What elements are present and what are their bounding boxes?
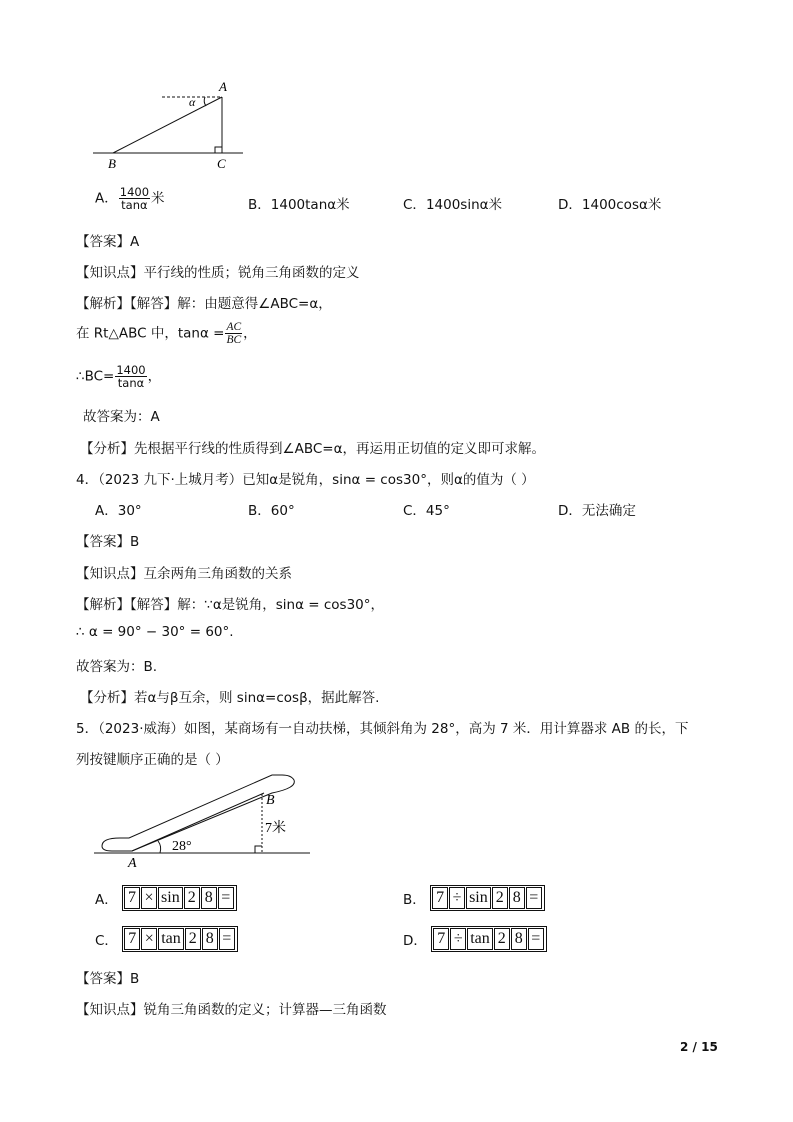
q3-option-a: A． $\frac{1400}{\tan\alpha}$ 米	[95, 185, 165, 212]
label-B: B	[108, 156, 116, 171]
q3-analysis-line3: ∴BC= $\frac{1400}{\tan\alpha}$ ，	[76, 363, 162, 390]
q5-option-d: D． 7 ÷ tan 2 8 =	[403, 926, 547, 952]
figure-escalator	[92, 772, 314, 870]
q4-fenxi: 【分析】若α与β互余，则 sinα=cosβ，据此解答.	[80, 690, 380, 706]
label-C: C	[217, 156, 226, 171]
q4-knowledge-point: 【知识点】互余两角三角函数的关系	[76, 566, 292, 582]
q3-conclusion: 故答案为：A	[83, 409, 160, 425]
label-A: A	[128, 856, 137, 870]
label-A: A	[219, 79, 227, 94]
q3-option-c: C．1400sinα米	[403, 197, 503, 213]
q5-answer: 【答案】B	[76, 971, 140, 987]
q4-analysis-line1: 【解析】【解答】解：∵α是锐角，sinα = cos30°，	[76, 597, 385, 613]
q4-option-d: D．无法确定	[558, 503, 636, 519]
q3-analysis-line2: 在 Rt△ABC 中，tanα = $\frac{AC}{BC}$ ，	[76, 321, 257, 346]
q5-stem-line1: 5．（2023·威海）如图，某商场有一自动扶梯，其倾斜角为 28°，高为 7 米．用计算器求 AB 的长，下	[76, 721, 689, 737]
q3-analysis-line1: 【解析】【解答】解：由题意得∠ABC=α，	[76, 296, 332, 312]
q4-option-c: C．45°	[403, 503, 450, 519]
q4-answer: 【答案】B	[76, 534, 140, 550]
q3-knowledge-point: 【知识点】平行线的性质；锐角三角函数的定义	[76, 265, 360, 281]
label-angle: 28°	[172, 839, 192, 854]
key-sequence: 7 ÷ sin 2 8 =	[430, 885, 545, 911]
q5-option-a: A． 7 × sin 2 8 =	[95, 885, 237, 911]
q4-stem: 4．（2023 九下·上城月考）已知α是锐角，sinα = cos30°，则α的值为（ ）	[76, 472, 535, 488]
q3-option-d: D．1400cosα米	[558, 197, 662, 213]
q3-answer: 【答案】A	[76, 234, 140, 250]
key-sequence: 7 × sin 2 8 =	[122, 885, 237, 911]
figure-right-triangle	[85, 78, 255, 176]
q4-option-b: B．60°	[248, 503, 295, 519]
page-number: 2 / 15	[680, 1040, 718, 1054]
q5-option-b: B． 7 ÷ sin 2 8 =	[403, 885, 545, 911]
q4-analysis-line2: ∴ α = 90° − 30° = 60°.	[76, 624, 234, 640]
key-sequence: 7 ÷ tan 2 8 =	[431, 926, 547, 952]
label-B: B	[266, 793, 275, 808]
q4-conclusion: 故答案为：B.	[76, 659, 158, 675]
q3-option-b: B．1400tanα米	[248, 197, 350, 213]
q5-option-c: C． 7 × tan 2 8 =	[95, 926, 238, 952]
key-sequence: 7 × tan 2 8 =	[122, 926, 238, 952]
q4-option-a: A．30°	[95, 503, 142, 519]
q3-fenxi: 【分析】先根据平行线的性质得到∠ABC=α，再运用正切值的定义即可求解。	[80, 441, 545, 457]
q5-knowledge-point: 【知识点】锐角三角函数的定义；计算器—三角函数	[76, 1002, 387, 1018]
label-height: 7米	[265, 821, 286, 836]
label-alpha: α	[189, 95, 196, 109]
q5-stem-line2: 列按键顺序正确的是（ ）	[76, 752, 229, 768]
